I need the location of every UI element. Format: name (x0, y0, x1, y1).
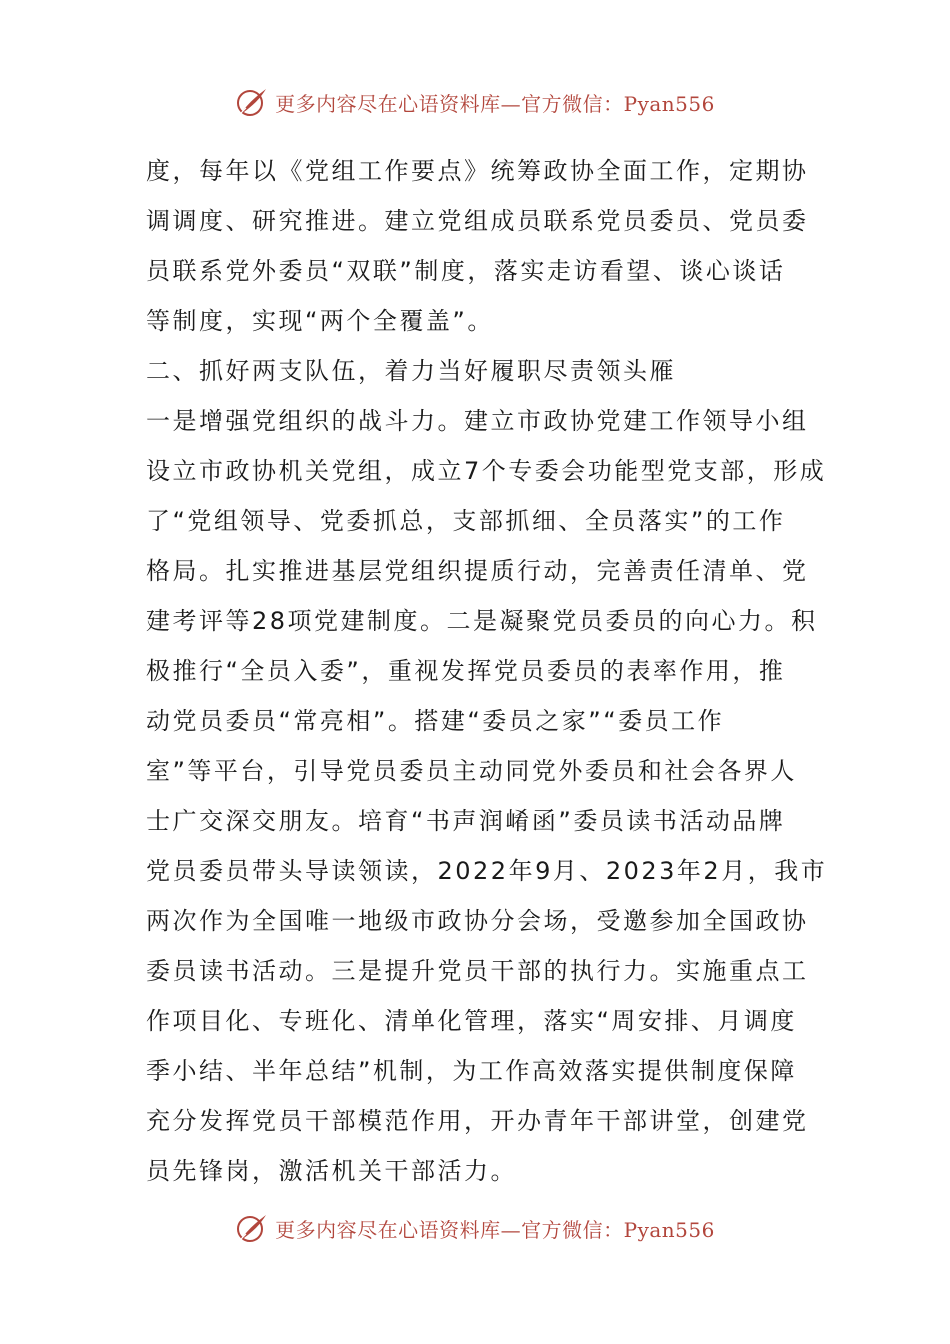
quill-pen-logo-icon (235, 1211, 269, 1245)
footer-watermark (0, 1208, 950, 1248)
text-line: 极推行“全员入委”，重视发挥党员委员的表率作用，推 (146, 657, 786, 685)
text-line: 充分发挥党员干部模范作用，开办青年干部讲堂，创建党 (146, 1107, 809, 1135)
text-line: 一是增强党组织的战斗力。建立市政协党建工作领导小组 (146, 407, 809, 435)
text-line: 设立市政协机关党组，成立7个专委会功能型党支部，形成 (146, 457, 827, 485)
text-line: 两次作为全国唯一地级市政协分会场，受邀参加全国政协 (146, 907, 809, 935)
text-line: 动党员委员“常亮相”。搭建“委员之家”“委员工作 (146, 707, 725, 735)
text-line: 党员委员带头导读领读，2022年9月、2023年2月，我市 (146, 857, 828, 885)
header-watermark (0, 82, 950, 122)
text-line: 调调度、研究推进。建立党组成员联系党员委员、党员委 (146, 207, 809, 235)
text-line: 格局。扎实推进基层党组织提质行动，完善责任清单、党 (146, 557, 809, 585)
text-line: 建考评等28项党建制度。二是凝聚党员委员的向心力。积 (146, 607, 818, 635)
text-line: 员先锋岗，激活机关干部活力。 (146, 1157, 517, 1185)
text-line: 员联系党外委员“双联”制度，落实走访看望、谈心谈话 (146, 257, 786, 285)
watermark-text: 更多内容尽在心语资料库—官方微信：Pyan556 (275, 91, 715, 116)
text-line: 了“党组领导、党委抓总，支部抓细、全员落实”的工作 (146, 507, 786, 535)
watermark-text: 更多内容尽在心语资料库—官方微信：Pyan556 (275, 1217, 715, 1242)
text-line: 等制度，实现“两个全覆盖”。 (146, 307, 494, 335)
text-line: 士广交深交朋友。培育“书声润崤函”委员读书活动品牌 (146, 807, 786, 835)
quill-pen-logo-icon (235, 85, 269, 119)
text-line: 作项目化、专班化、清单化管理，落实“周安排、月调度 (146, 1007, 797, 1035)
text-line: 季小结、半年总结”机制，为工作高效落实提供制度保障 (146, 1057, 797, 1085)
text-line: 室”等平台，引导党员委员主动同党外委员和社会各界人 (146, 757, 797, 785)
text-line: 度，每年以《党组工作要点》统筹政协全面工作，定期协 (146, 157, 809, 185)
text-line: 委员读书活动。三是提升党员干部的执行力。实施重点工 (146, 957, 809, 985)
section-heading: 二、抓好两支队伍，着力当好履职尽责领头雁 (146, 357, 676, 385)
document-body (146, 146, 828, 1196)
